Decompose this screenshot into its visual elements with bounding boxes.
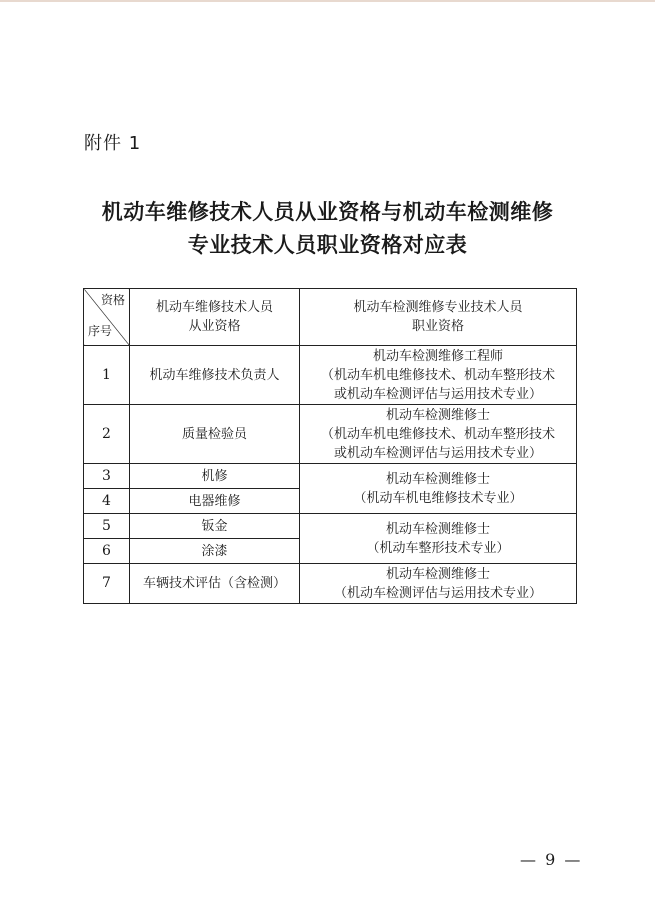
page-top-border: [0, 0, 655, 2]
table-row: [84, 564, 577, 604]
table-row: [84, 405, 577, 464]
col1-header: [130, 289, 300, 346]
row-role: 电器维修: [130, 489, 300, 514]
corner-label-qualification: 资格: [100, 293, 125, 307]
qualification-table: [83, 288, 577, 604]
qualification-line: 机动车检测维修士: [385, 521, 490, 537]
row-number: 1: [84, 346, 130, 405]
col2-header-line: 机动车检测维修专业技术人员: [353, 300, 523, 315]
row-qualification: [300, 564, 577, 604]
row-number: 5: [84, 514, 130, 539]
col2-header: [300, 289, 577, 346]
qualification-line: （机动车检测评估与运用技术专业）: [333, 585, 542, 601]
qualification-line: （机动车整形技术专业）: [366, 540, 510, 556]
row-qualification: [300, 464, 577, 514]
qualification-line: 机动车检测维修士: [385, 566, 490, 582]
row-role: 涂漆: [130, 539, 300, 564]
row-number: 4: [84, 489, 130, 514]
document-title-line-2: 专业技术人员职业资格对应表: [187, 232, 468, 257]
qualification-line: 机动车检测维修工程师: [372, 348, 503, 364]
header-corner-cell: [84, 289, 130, 346]
document-title-line-1: 机动车维修技术人员从业资格与机动车检测维修: [101, 199, 554, 224]
col1-header-line: 从业资格: [188, 319, 241, 334]
qualification-line: 或机动车检测评估与运用技术专业）: [333, 445, 542, 461]
qualification-line: 机动车检测维修士: [385, 471, 490, 487]
qualification-line: （机动车机电维修技术、机动车整形技术: [320, 367, 555, 383]
row-qualification: [300, 514, 577, 564]
qualification-line: （机动车机电维修技术、机动车整形技术: [320, 426, 555, 442]
table-row: [84, 464, 577, 489]
row-number: 7: [84, 564, 130, 604]
col2-header-line: 职业资格: [411, 319, 464, 334]
row-role: 机动车维修技术负责人: [130, 346, 300, 405]
corner-label-seq: 序号: [88, 324, 113, 338]
row-number: 6: [84, 539, 130, 564]
page-number: — 9 —: [520, 850, 583, 869]
row-number: 2: [84, 405, 130, 464]
table-row: [84, 514, 577, 539]
row-role: 质量检验员: [130, 405, 300, 464]
row-role: 钣金: [130, 514, 300, 539]
row-qualification: [300, 405, 577, 464]
table-row: [84, 346, 577, 405]
row-role: 车辆技术评估（含检测）: [130, 564, 300, 604]
attachment-label: 附件 1: [84, 133, 142, 154]
qualification-line: 机动车检测维修士: [385, 407, 490, 423]
row-number: 3: [84, 464, 130, 489]
col1-header-line: 机动车维修技术人员: [155, 300, 273, 315]
qualification-line: （机动车机电维修技术专业）: [353, 490, 523, 506]
qualification-line: 或机动车检测评估与运用技术专业）: [333, 386, 542, 402]
row-role: 机修: [130, 464, 300, 489]
table-header-row: [84, 289, 577, 346]
row-qualification: [300, 346, 577, 405]
